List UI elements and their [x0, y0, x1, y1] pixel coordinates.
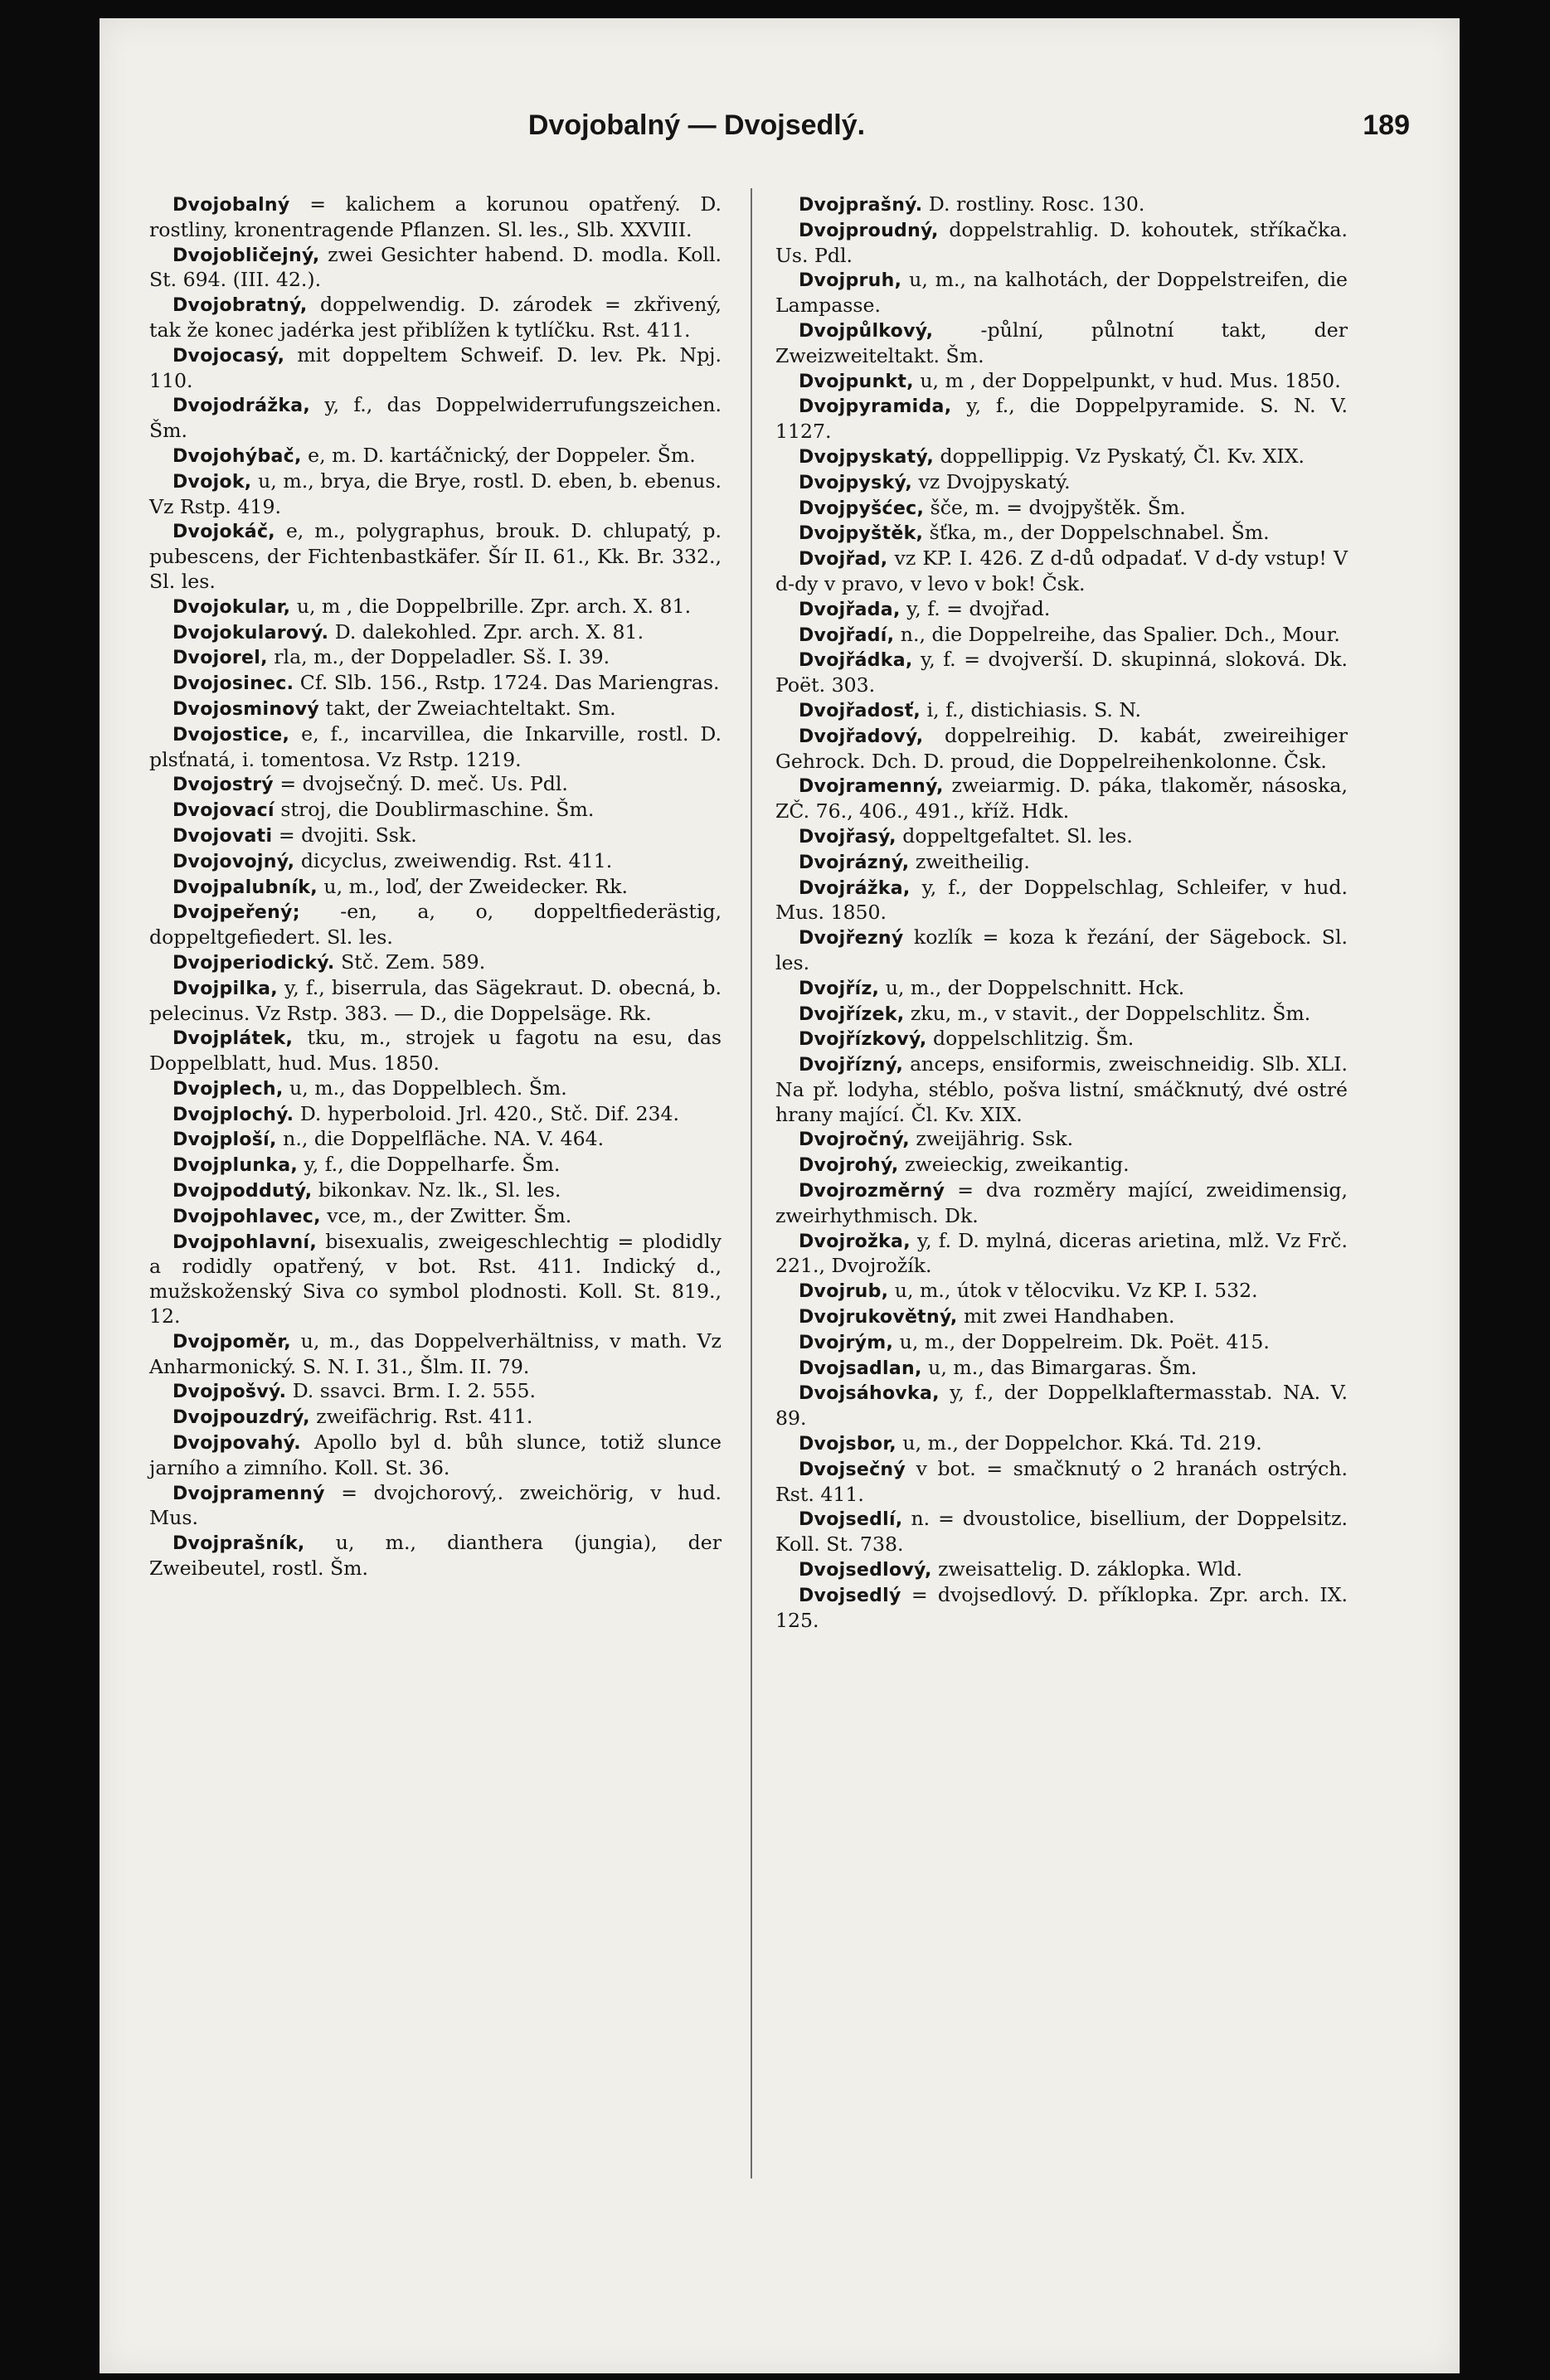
headword: Dvojrážka, [799, 877, 911, 899]
dictionary-entry [775, 1127, 1348, 1153]
definition: vz Dvojpyskatý. [912, 469, 1071, 493]
headword: Dvojpunkt, [799, 371, 914, 392]
dictionary-entry [775, 876, 1348, 926]
dictionary-entry [775, 698, 1348, 724]
definition: u, m., loď, der Zweidecker. Rk. [317, 874, 629, 898]
dictionary-entry [149, 772, 722, 798]
headword: Dvojsadlan, [799, 1358, 922, 1379]
headword: Dvojpoddutý, [172, 1181, 313, 1202]
dictionary-entry [775, 1052, 1348, 1127]
definition: n., die Doppelreihe, das Spalier. Dch., Mour. [894, 622, 1340, 646]
dictionary-entry [775, 774, 1348, 824]
definition: D. dalekohled. Zpr. arch. X. 81. [328, 619, 644, 644]
headword: Dvojřádka, [799, 650, 913, 672]
definition: vce, m., der Zwitter. Šm. [320, 1203, 572, 1227]
dictionary-entry [149, 697, 722, 722]
dictionary-entry [775, 925, 1348, 976]
definition: zku, m., v stavit., der Doppelschlitz. Šm. [904, 1001, 1311, 1025]
headword: Dvojřadový, [799, 726, 924, 747]
headword: Dvojřezný [799, 928, 904, 950]
definition: vz KP. I. 426. Z d-dů odpadať. V d-dy vstup! V d-dy v pravo, v levo v bok! Čsk. [775, 546, 1348, 595]
definition: = kalichem a korunou opatřený. D. rostliny, kronentragende Pflanzen. Sl. les., Slb. XXVIII. [149, 192, 722, 241]
definition: D. hyperboloid. Jrl. 420., Stč. Dif. 234. [294, 1101, 680, 1125]
definition: šče, m. = dvojpyštěk. Šm. [924, 495, 1186, 519]
dictionary-entry [775, 976, 1348, 1002]
dictionary-entry [149, 722, 722, 773]
dictionary-entry [775, 1507, 1348, 1557]
dictionary-entry [149, 469, 722, 520]
dictionary-entry [149, 1026, 722, 1076]
dictionary-entry [149, 1230, 722, 1329]
dictionary-entry [775, 1002, 1348, 1027]
dictionary-entry [775, 318, 1348, 369]
dictionary-entry [149, 645, 722, 671]
dictionary-entry [775, 1178, 1348, 1229]
dictionary-entry [149, 1102, 722, 1128]
definition: doppellippig. Vz Pyskatý, Čl. Kv. XIX. [934, 444, 1305, 468]
headword: Dvojpyský, [799, 472, 913, 493]
dictionary-entry [149, 1204, 722, 1230]
headword: Dvojpyšćec, [799, 498, 925, 519]
headword: Dvojpošvý. [172, 1382, 287, 1403]
dictionary-entry [149, 1178, 722, 1204]
dictionary-entry [149, 875, 722, 901]
dictionary-entry [149, 1481, 722, 1532]
headword: Dvojpeřený; [172, 902, 300, 924]
dictionary-entry [149, 1531, 722, 1581]
dictionary-entry [149, 1379, 722, 1405]
definition: zweisattelig. D. záklopka. Wld. [931, 1557, 1243, 1581]
definition: bisexualis, zweigeschlechtig = plodidly a rodidly opatřený, v bot. Rst. 411. Indický d., mužskoženský Siva co symbol plodnosti. Koll. St. 819., 12. [149, 1229, 722, 1328]
headword: Dvojrub, [799, 1281, 889, 1303]
headword: Dvojostice, [172, 724, 290, 746]
definition: doppeltgefaltet. Sl. les. [896, 823, 1133, 848]
headword: Dvojperiodický. [172, 952, 335, 974]
definition: dicyclus, zweiwendig. Rst. 411. [294, 848, 613, 872]
dictionary-entry [149, 1153, 722, 1178]
headword: Dvojřízný, [799, 1055, 904, 1076]
dictionary-entry [149, 243, 722, 294]
dictionary-entry [149, 444, 722, 469]
headword: Dvojřízek, [799, 1003, 905, 1025]
definition: tku, m., strojek u fagotu na esu, das Doppelblatt, hud. Mus. 1850. [149, 1026, 722, 1076]
headword: Dvojohýbač, [172, 445, 302, 467]
headword: Dvojsedlí, [799, 1509, 903, 1531]
definition: Apollo byl d. bůh slunce, totiž slunce jarního a zimního. Koll. St. 36. [149, 1430, 722, 1479]
definition: n., die Doppelfläche. NA. V. 464. [276, 1127, 605, 1151]
definition: i, f., distichiasis. S. N. [921, 697, 1142, 721]
definition: zweieckig, zweikantig. [898, 1153, 1130, 1177]
right-column [775, 192, 1348, 1633]
headword: Dvojrozměrný [799, 1181, 945, 1202]
dictionary-entry [775, 1304, 1348, 1330]
headword: Dvojproudný, [799, 220, 939, 241]
dictionary-entry [775, 268, 1348, 318]
definition: u, m , der Doppelpunkt, v hud. Mus. 1850. [913, 368, 1341, 392]
headword: Dvojodrážka, [172, 396, 311, 417]
headword: Dvojobličejný, [172, 245, 320, 266]
dictionary-entry [149, 1127, 722, 1153]
headword: Dvojpalubník, [172, 877, 318, 898]
headword: Dvojpovahý. [172, 1433, 301, 1455]
dictionary-entry [775, 724, 1348, 775]
definition: = dva rozměry mající, zweidimensig, zweirhythmisch. Dk. [775, 1178, 1348, 1227]
headword: Dvojobalný [172, 195, 290, 216]
headword: Dvojpouzdrý, [172, 1407, 310, 1429]
definition: v bot. = smačknutý o 2 hranách ostrých. Rst. 411. [775, 1456, 1348, 1506]
headword: Dvojok, [172, 471, 252, 493]
headword: Dvojsáhovka, [799, 1383, 940, 1405]
definition: Cf. Slb. 156., Rstp. 1724. Das Mariengras. [294, 671, 720, 695]
definition: zweifächrig. Rst. 411. [309, 1405, 533, 1429]
headword: Dvojramenný, [799, 776, 944, 798]
dictionary-entry [149, 976, 722, 1027]
definition: kozlík = koza k řezání, der Sägebock. Sl. les. [775, 925, 1348, 974]
definition: y, f., die Doppelharfe. Šm. [298, 1153, 561, 1177]
headword: Dvojpohlavec, [172, 1206, 321, 1227]
definition: u, m , die Doppelbrille. Zpr. arch. X. 81. [290, 594, 692, 618]
definition: doppelschlitzig. Šm. [926, 1027, 1135, 1051]
dictionary-entry [775, 1356, 1348, 1382]
headword: Dvojostrý [172, 775, 274, 796]
definition: -půlní, půlnotní takt, der Zweizweiteltakt. Šm. [775, 318, 1348, 367]
definition: doppelreihig. D. kabát, zweireihiger Gehrock. Dch. D. proud, die Doppelreihenkolonne. Čsk. [775, 723, 1348, 773]
dictionary-entry [149, 1430, 722, 1481]
definition: takt, der Zweiachteltakt. Sm. [319, 696, 616, 720]
definition: rla, m., der Doppeladler. Sš. I. 39. [267, 645, 610, 669]
headword: Dvojřada, [799, 599, 901, 620]
definition: bikonkav. Nz. lk., Sl. les. [312, 1178, 561, 1202]
dictionary-entry [775, 648, 1348, 698]
dictionary-entry [149, 1076, 722, 1102]
definition: D. rostliny. Rosc. 130. [922, 192, 1145, 216]
headword: Dvojrohý, [799, 1155, 899, 1177]
definition: anceps, ensiformis, zweischneidig. Slb. XLI. Na př. lodyha, stéblo, pošva listní, smáčknutý, dvé ostré hrany mající. Čl. Kv. XIX. [775, 1052, 1348, 1126]
dictionary-entry [775, 1381, 1348, 1431]
dictionary-entry [149, 849, 722, 875]
dictionary-entry [775, 369, 1348, 395]
definition: u, m., das Bimargaras. Šm. [921, 1355, 1198, 1379]
definition: u, m., der Doppelschnitt. Hck. [879, 975, 1185, 999]
headword: Dvojobratný, [172, 295, 308, 317]
dictionary-entry [775, 850, 1348, 876]
page-number: 189 [1363, 109, 1410, 141]
left-column [149, 192, 722, 1581]
dictionary-entry [149, 1405, 722, 1430]
definition: D. ssavci. Brm. I. 2. 555. [286, 1379, 537, 1403]
headword: Dvojovati [172, 825, 273, 847]
dictionary-entry [149, 393, 722, 444]
dictionary-entry [775, 1279, 1348, 1304]
definition: = dvojsedlový. D. příklopka. Zpr. arch. IX. 125. [775, 1582, 1348, 1632]
dictionary-entry [775, 192, 1348, 218]
page [100, 18, 1460, 2373]
definition: y, f., der Doppelklaftermasstab. NA. V. 89. [775, 1381, 1348, 1430]
dictionary-entry [775, 218, 1348, 269]
headword: Dvojpyskatý, [799, 446, 935, 468]
definition: u, m., das Doppelverhältniss, v math. Vz Anharmonický. S. N. I. 31., Šlm. II. 79. [149, 1328, 722, 1378]
running-title: Dvojobalný — Dvojsedlý. [527, 109, 866, 141]
dictionary-entry [149, 519, 722, 594]
definition: e, m. D. kartáčnický, der Doppeler. Šm. [301, 443, 696, 467]
dictionary-entry [775, 824, 1348, 850]
definition: y, f., der Doppelschlag, Schleifer, v hud. Mus. 1850. [775, 875, 1348, 925]
dictionary-entry [775, 623, 1348, 648]
headword: Dvojokáč, [172, 522, 275, 543]
definition: zwei Gesichter habend. D. modla. Koll. St. 694. (III. 42.). [149, 242, 722, 292]
headword: Dvojokular, [172, 596, 291, 618]
definition: e, f., incarvillea, die Inkarville, rostl. D. plsťnatá, i. tomentosa. Vz Rstp. 1219. [149, 721, 722, 771]
definition: y, f. D. mylná, diceras arietina, mlž. Vz Frč. 221., Dvojrožík. [775, 1228, 1348, 1278]
definition: zweijährig. Ssk. [909, 1127, 1074, 1151]
headword: Dvojplunka, [172, 1155, 299, 1177]
headword: Dvojovací [172, 800, 275, 822]
definition: u, m., na kalhotách, der Doppelstreifen, die Lampasse. [775, 268, 1348, 318]
definition: doppelwendig. D. zárodek = zkřivený, tak že konec jadérka jest přiblížen k tytlíčku. Rst. 411. [149, 293, 722, 342]
definition: y, f., biserrula, das Sägekraut. D. obecná, b. pelecinus. Vz Rstp. 383. — D., die Doppelsäge. Rk. [149, 975, 722, 1025]
definition: u, m., útok v tělocviku. Vz KP. I. 532. [888, 1279, 1258, 1303]
page-header [100, 109, 1460, 159]
definition: u, m., das Doppelblech. Šm. [283, 1076, 567, 1100]
dictionary-entry [149, 823, 722, 849]
headword: Dvojpyštěk, [799, 523, 924, 545]
headword: Dvojocasý, [172, 345, 285, 367]
definition: y, f., das Doppelwiderrufungszeichen. Šm. [149, 393, 722, 443]
dictionary-entry [149, 798, 722, 823]
definition: y, f. = dvojřad. [900, 596, 1051, 620]
headword: Dvojřízkový, [799, 1029, 927, 1051]
dictionary-entry [149, 595, 722, 620]
headword: Dvojrožka, [799, 1231, 911, 1252]
headword: Dvojplochý. [172, 1104, 294, 1125]
headword: Dvojokularový. [172, 622, 329, 644]
headword: Dvojosminový [172, 698, 319, 720]
dictionary-entry [149, 950, 722, 976]
dictionary-entry [775, 394, 1348, 444]
dictionary-entry [775, 1457, 1348, 1508]
headword: Dvojsedlový, [799, 1560, 932, 1581]
dictionary-entry [775, 470, 1348, 496]
definition: zweiarmig. D. páka, tlakoměr, násoska, ZČ. 76., 406., 491., kříž. Hdk. [775, 774, 1348, 823]
dictionary-entry [149, 293, 722, 343]
headword: Dvojpůlkový, [799, 320, 934, 342]
headword: Dvojpohlavní, [172, 1231, 317, 1253]
dictionary-entry [149, 620, 722, 646]
headword: Dvojorel, [172, 648, 268, 669]
dictionary-entry [149, 671, 722, 697]
definition: u, m., der Doppelreim. Dk. Poët. 415. [893, 1329, 1270, 1353]
headword: Dvojovojný, [172, 851, 295, 872]
headword: Dvojprašný. [799, 195, 923, 216]
dictionary-entry [775, 1583, 1348, 1634]
definition: = dvojiti. Ssk. [272, 823, 417, 847]
definition: u, m., dianthera (jungia), der Zweibeutel, rostl. Šm. [149, 1531, 722, 1581]
headword: Dvojřadosť, [799, 700, 921, 721]
definition: mit zwei Handhaben. [957, 1304, 1175, 1328]
headword: Dvojpilka, [172, 978, 278, 999]
headword: Dvojpoměr, [172, 1331, 291, 1353]
definition: doppelstrahlig. D. kohoutek, stříkačka. Us. Pdl. [775, 217, 1348, 267]
dictionary-entry [775, 1557, 1348, 1583]
headword: Dvojploší, [172, 1129, 277, 1151]
dictionary-entry [775, 597, 1348, 623]
dictionary-entry [775, 546, 1348, 597]
headword: Dvojřadí, [799, 624, 895, 646]
headword: Dvojpruh, [799, 270, 902, 292]
headword: Dvojsečný [799, 1459, 906, 1480]
dictionary-entry [775, 1330, 1348, 1356]
dictionary-entry [775, 1431, 1348, 1457]
headword: Dvojplátek, [172, 1028, 294, 1050]
headword: Dvojpramenný [172, 1483, 325, 1504]
definition: -en, a, o, doppeltfiederästig, doppeltgefiedert. Sl. les. [149, 900, 722, 950]
headword: Dvojsbor, [799, 1434, 896, 1455]
column-divider [751, 188, 752, 2178]
dictionary-entry [149, 1329, 722, 1380]
definition: y, f. = dvojverší. D. skupinná, sloková. Dk. Poët. 303. [775, 648, 1348, 697]
definition: šťka, m., der Doppelschnabel. Šm. [923, 521, 1270, 545]
dictionary-entry [775, 1229, 1348, 1280]
definition: u, m., brya, die Brye, rostl. D. eben, b. ebenus. Vz Rstp. 419. [149, 469, 722, 518]
headword: Dvojročný, [799, 1129, 910, 1151]
definition: = dvojchorový,. zweichörig, v hud. Mus. [149, 1480, 722, 1530]
headword: Dvojříz, [799, 978, 880, 999]
dictionary-entry [775, 521, 1348, 546]
headword: Dvojrázný, [799, 852, 910, 873]
headword: Dvojprašník, [172, 1533, 305, 1555]
definition: y, f., die Doppelpyramide. S. N. V. 1127. [775, 394, 1348, 444]
definition: stroj, die Doublirmaschine. Šm. [274, 798, 595, 822]
definition: e, m., polygraphus, brouk. D. chlupatý, p. pubescens, der Fichtenbastkäfer. Šír II. 61., Kk. Br. 332., Sl. les. [149, 519, 722, 593]
dictionary-entry [775, 1153, 1348, 1178]
headword: Dvojřad, [799, 549, 888, 571]
dictionary-entry [775, 496, 1348, 522]
definition: zweitheilig. [909, 849, 1030, 873]
headword: Dvojpyramida, [799, 396, 952, 418]
dictionary-entry [149, 192, 722, 243]
headword: Dvojsedlý [799, 1585, 901, 1606]
dictionary-entry [149, 343, 722, 394]
headword: Dvojrukovětný, [799, 1307, 958, 1328]
definition: mit doppeltem Schweif. D. lev. Pk. Npj. 110. [149, 342, 722, 392]
dictionary-entry [149, 900, 722, 950]
headword: Dvojřasý, [799, 826, 896, 848]
definition: u, m., der Doppelchor. Kká. Td. 219. [896, 1431, 1262, 1455]
headword: Dvojplech, [172, 1078, 284, 1100]
headword: Dvojosinec. [172, 673, 294, 695]
definition: n. = dvoustolice, bisellium, der Doppelsitz. Koll. St. 738. [775, 1507, 1348, 1557]
definition: = dvojsečný. D. meč. Us. Pdl. [273, 772, 568, 796]
headword: Dvojrým, [799, 1332, 894, 1353]
dictionary-entry [775, 1027, 1348, 1052]
dictionary-entry [775, 444, 1348, 470]
definition: Stč. Zem. 589. [334, 950, 486, 974]
